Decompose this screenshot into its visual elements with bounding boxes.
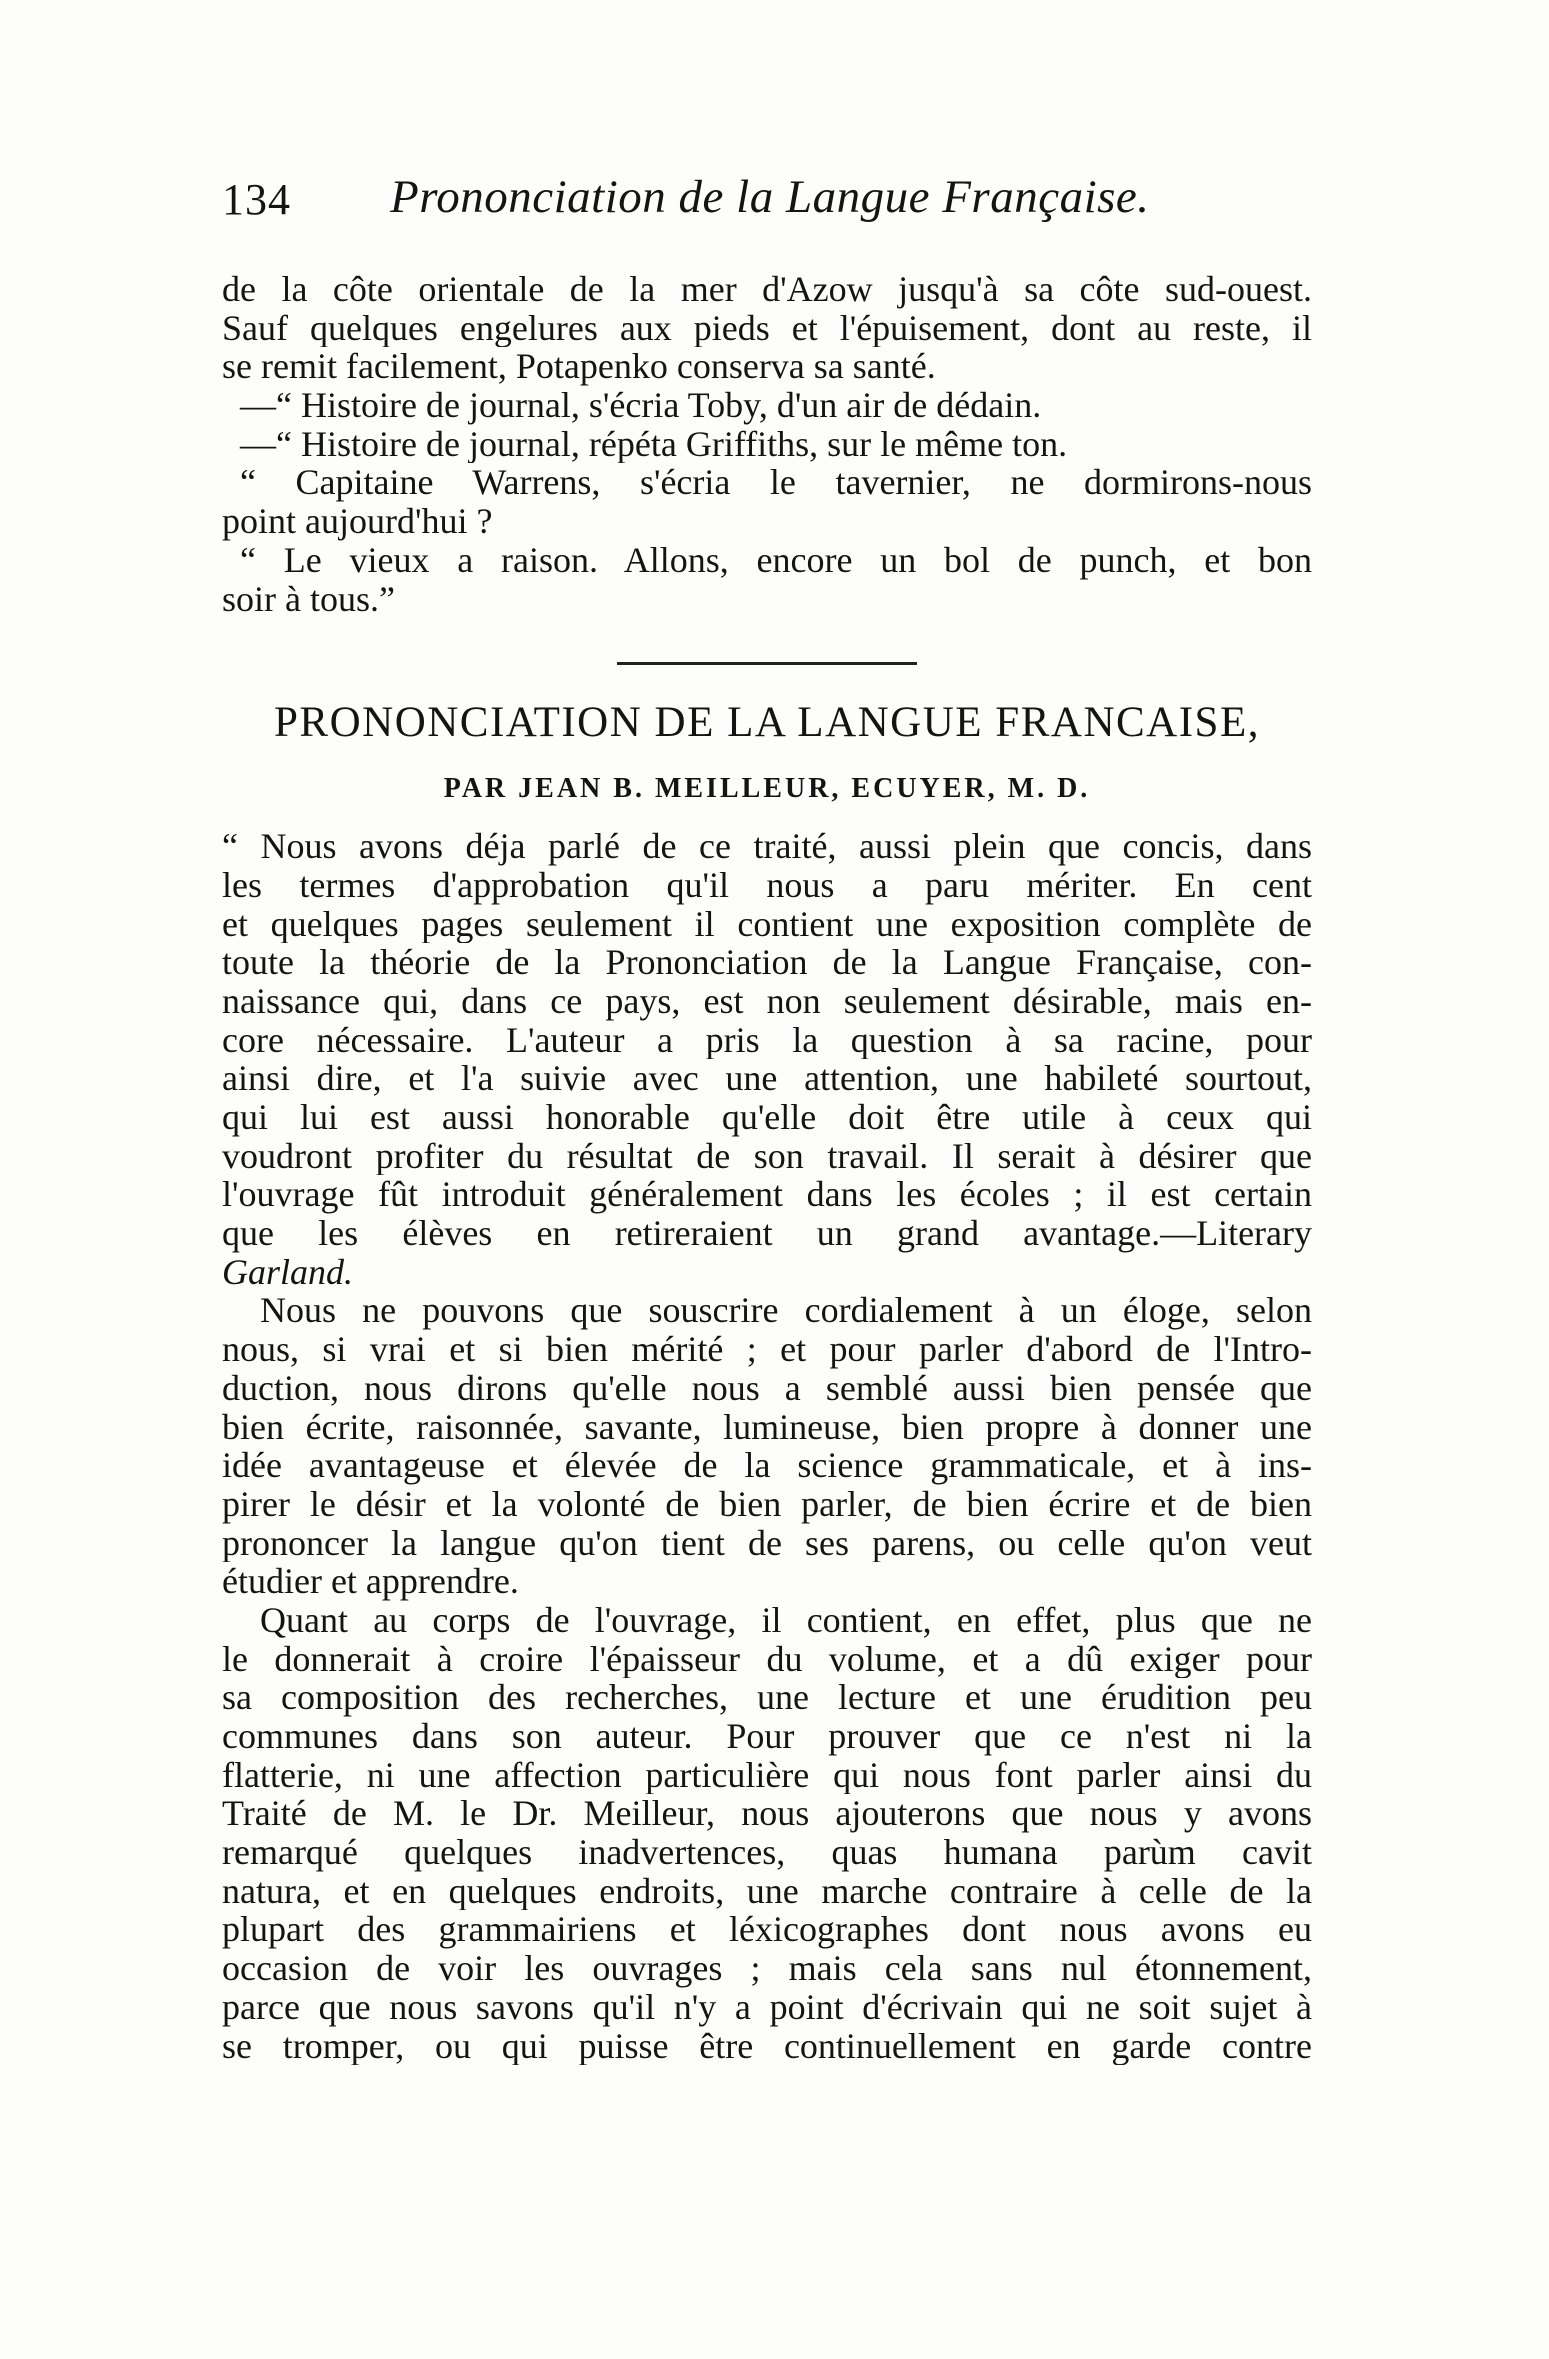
section-divider (617, 662, 917, 665)
text-line: communes dans son auteur. Pour prouver que ce n'est ni la (222, 1717, 1312, 1756)
text-line: Nous ne pouvons que souscrire cordialement à un éloge, selon (260, 1291, 1312, 1331)
text-line: étudier et apprendre. (222, 1562, 519, 1601)
text-line: idée avantageuse et élevée de la science grammaticale, et à ins- (222, 1446, 1312, 1485)
text-line: le donnerait à croire l'épaisseur du volume, et a dû exiger pour (222, 1639, 1312, 1679)
text-line: l'ouvrage fût introduit généralement dans les écoles ; il est certain (222, 1175, 1312, 1215)
text-line: plupart des grammairiens et léxicographes dont nous avons eu (222, 1910, 1312, 1950)
text-line: Garland. (222, 1252, 354, 1292)
page-number: 134 (222, 175, 291, 224)
text-line: “ Le vieux a raison. Allons, encore un bol de punch, et bon (240, 540, 1312, 580)
text-line: duction, nous dirons qu'elle nous a semblé aussi bien pensée que (222, 1368, 1312, 1408)
text-line: Quant au corps de l'ouvrage, il contient, en effet, plus que ne (260, 1600, 1312, 1640)
article-title: PRONONCIATION DE LA LANGUE FRANCAISE, (274, 699, 1260, 747)
text-line: que les élèves en retireraient un grand avantage.—Literary (222, 1214, 1312, 1253)
text-line: “ Nous avons déja parlé de ce traité, aussi plein que concis, dans (222, 827, 1312, 866)
text-line: voudront profiter du résultat de son travail. Il serait à désirer que (222, 1136, 1312, 1176)
text-line: remarqué quelques inadvertences, quas humana parùm cavit (222, 1833, 1312, 1872)
text-line: soir à tous.” (222, 579, 395, 619)
text-line: les termes d'approbation qu'il nous a paru mériter. En cent (222, 865, 1312, 905)
article-body (222, 827, 1312, 2065)
text-line: se tromper, ou qui puisse être continuellement en garde contre (222, 2026, 1312, 2066)
text-line: point aujourd'hui ? (222, 502, 493, 541)
running-head (222, 150, 1312, 230)
running-title: Prononciation de la Langue Française. (390, 171, 1150, 223)
text-line: et quelques pages seulement il contient une exposition complète de (222, 904, 1312, 944)
text-line: natura, et en quelques endroits, une marche contraire à celle de la (222, 1871, 1312, 1911)
text-line: se remit facilement, Potapenko conserva sa santé. (222, 347, 936, 387)
story-ending (222, 270, 1312, 618)
text-line: bien écrite, raisonnée, savante, lumineuse, bien propre à donner une (222, 1407, 1312, 1447)
text-line: core nécessaire. L'auteur a pris la question à sa racine, pour (222, 1020, 1312, 1060)
text-line: occasion de voir les ouvrages ; mais cela sans nul étonnement, (222, 1949, 1312, 1988)
article-byline: PAR JEAN B. MEILLEUR, ECUYER, M. D. (443, 773, 1091, 805)
text-line: parce que nous savons qu'il n'y a point d'écrivain qui ne soit sujet à (222, 1987, 1312, 2027)
text-line: toute la théorie de la Prononciation de la Langue Française, con- (222, 943, 1312, 982)
text-line: Sauf quelques engelures aux pieds et l'épuisement, dont au reste, il (222, 308, 1312, 348)
text-line: ainsi dire, et l'a suivie avec une attention, une habileté sourtout, (222, 1059, 1312, 1098)
text-line: nous, si vrai et si bien mérité ; et pour parler d'abord de l'Intro- (222, 1330, 1312, 1369)
text-line: —“ Histoire de journal, répéta Griffiths, sur le même ton. (240, 424, 1068, 464)
text-line: qui lui est aussi honorable qu'elle doit être utile à ceux qui (222, 1098, 1312, 1137)
book-page (222, 150, 1312, 2065)
text-line: pirer le désir et la volonté de bien parler, de bien écrire et de bien (222, 1484, 1312, 1524)
text-line: —“ Histoire de journal, s'écria Toby, d'un air de dédain. (240, 386, 1042, 425)
text-line: sa composition des recherches, une lecture et une érudition peu (222, 1678, 1312, 1717)
text-line: naissance qui, dans ce pays, est non seulement désirable, mais en- (222, 981, 1312, 1021)
text-line: “ Capitaine Warrens, s'écria le tavernier, ne dormirons-nous (240, 463, 1312, 503)
text-line: flatterie, ni une affection particulière qui nous font parler ainsi du (222, 1755, 1312, 1795)
text-line: de la côte orientale de la mer d'Azow jusqu'à sa côte sud-ouest. (222, 270, 1312, 309)
text-line: prononcer la langue qu'on tient de ses parens, ou celle qu'on veut (222, 1523, 1312, 1563)
text-line: Traité de M. le Dr. Meilleur, nous ajouterons que nous y avons (222, 1794, 1312, 1834)
